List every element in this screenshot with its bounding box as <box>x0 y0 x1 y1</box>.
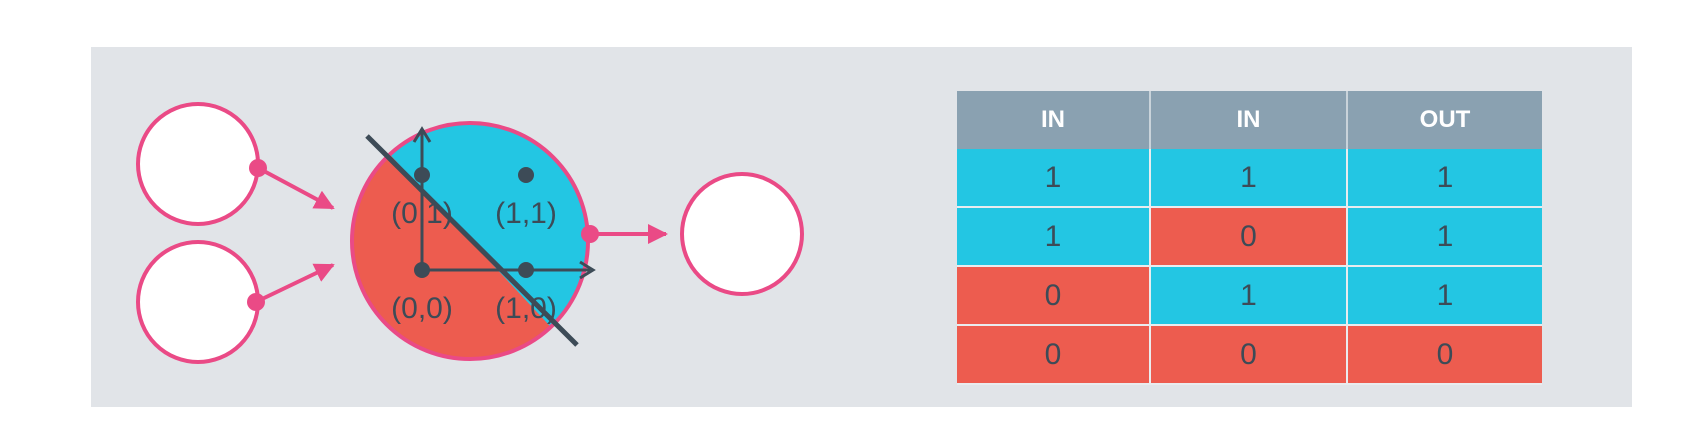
point-label: (1,1) <box>495 197 557 230</box>
point-marker <box>414 262 430 278</box>
table-cell: 1 <box>1347 266 1542 325</box>
table-row <box>957 149 1542 207</box>
truth-table <box>957 91 1542 385</box>
input-node-2 <box>138 242 258 362</box>
truth-table-header <box>957 91 1542 149</box>
table-cell: 0 <box>957 325 1150 384</box>
table-cell: 1 <box>1347 207 1542 266</box>
point-marker <box>518 262 534 278</box>
input-1-arrow <box>262 170 333 208</box>
point-marker <box>414 167 430 183</box>
point-label: (1,0) <box>495 292 557 325</box>
table-row <box>957 207 1542 266</box>
table-cell: 0 <box>1150 207 1347 266</box>
table-row <box>957 266 1542 325</box>
input-node-1-port <box>249 159 267 177</box>
table-cell: 1 <box>957 207 1150 266</box>
header-input-2: IN <box>1150 91 1347 149</box>
table-cell: 1 <box>1347 149 1542 207</box>
table-cell: 1 <box>957 149 1150 207</box>
output-node <box>682 174 802 294</box>
table-cell: 0 <box>1347 325 1542 384</box>
input-2-arrow <box>260 265 333 300</box>
input-node-2-port <box>247 293 265 311</box>
table-cell: 0 <box>957 266 1150 325</box>
input-node-1 <box>138 104 258 224</box>
point-label: (0,1) <box>391 197 453 230</box>
table-cell: 0 <box>1150 325 1347 384</box>
table-cell: 1 <box>1150 266 1347 325</box>
header-output: OUT <box>1347 91 1542 149</box>
table-cell: 1 <box>1150 149 1347 207</box>
header-input-1: IN <box>957 91 1150 149</box>
table-row <box>957 325 1542 384</box>
point-label: (0,0) <box>391 292 453 325</box>
point-marker <box>518 167 534 183</box>
